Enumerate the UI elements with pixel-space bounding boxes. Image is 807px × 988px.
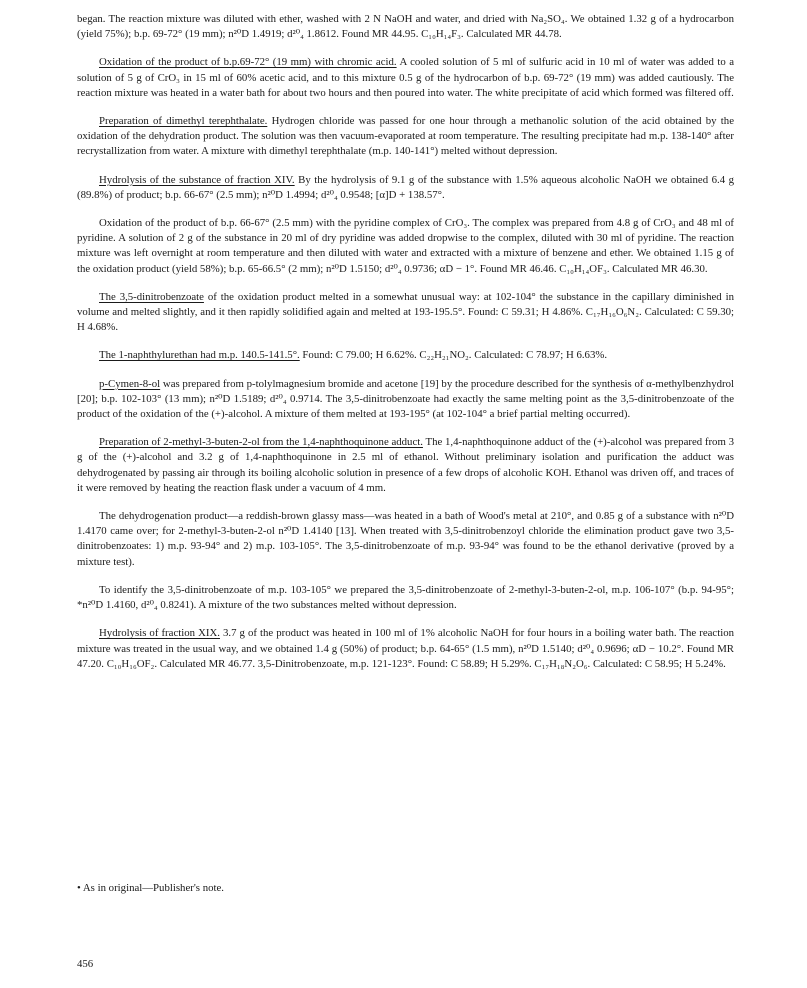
footnote: • As in original—Publisher's note. [77,882,224,894]
paragraph-heading: Oxidation of the product of b.p.69-72° (19 mm) with chromic acid. [99,56,397,69]
paragraph-12 [77,626,734,672]
paragraph-heading: The 1-naphthylurethan had m.p. 140.5-141.5°. [99,349,300,362]
paragraph-text: Found: C 79.00; H 6.62%. C₂₂H₂₁NO₂. Calculated: C 78.97; H 6.63%. [299,349,608,362]
paragraph-7 [77,348,734,363]
paragraph-heading: p-Cymen-8-ol [99,377,161,390]
paragraph-6 [77,290,734,336]
paragraph-text: The dehydrogenation product—a reddish-brown glassy mass—was heated in a bath of Wood's metal at 210°, and 0.85 g of a substance with n²⁰D 1.4170 came over; for 2-methyl-3-buten-2-ol n²⁰D 1.4140 [13]. When treated with 3,5-dinitrobenzoyl chloride the elimination product gave two 3,5-dinitrobenzoates: 1) m.p. 93-94° and 2) m.p. 103-105°. The 3,5-dinitrobenzoate of m.p. 93-94° was found to be the ethanol derivative (proved by a mixture test). [77,510,734,568]
paragraph-2 [77,55,734,101]
paragraph-text: began. The reaction mixture was diluted with ether, washed with 2 N NaOH and water, and dried with Na₂SO₄. We obtained 1.32 g of a hydrocarbon (yield 75%); b.p. 69-72° (19 mm); n²⁰D 1.4919; d²⁰₄ 1.8612. Found MR 44.95. C₁₀H₁₄F₃. Calculated MR 44.78. [77,13,734,41]
paragraph-text: 3.7 g of the product was heated in 100 ml of 1% alcoholic NaOH for four hours in a boiling water bath. The reaction mixture was treated in the usual way, and we obtained 1.4 g (50%) of product; b.p. 64-65° (1.5 mm), n²⁰D 1.5140; d²⁰₄ 0.9696; αD − 10.2°. Found MR 47.20. C₁₀H₁₆OF₂. Calculated MR 46.77. 3,5-Dinitrobenzoate, m.p. 121-123°. Found: C 58.89; H 5.29%. C₁₇H₁₈N₂O₆. Calculated: C 58.95; H 5.24%. [77,627,734,670]
paragraph-text: of the oxidation product melted in a somewhat unusual way: at 102-104° the substance in the capillary diminished in volume and melted slightly, and it then rapidly solidified again and melted at 193-195.5°. Found: C 59.31; H 4.86%. C₁₇H₁₆O₆N₂. Calculated: C 59.30; H 4.68%. [77,290,734,334]
paragraph-heading: The 3,5-dinitrobenzoate [99,290,204,303]
paragraph-text: The 1,4-naphthoquinone adduct of the (+)-alcohol was prepared from 3 g of the (+)-alcohol and 3.2 g of 1,4-naphthoquinone in 2.5 ml of ethanol. Without preliminary isolation and purification the adduct was dehydrogenated by passing air through its boiling alcoholic solution in presence of a few drops of alcoholic KOH. Ethanol was driven off, and traces of it were removed by heating the reaction flask under a vacuum of 4 mm. [77,436,734,494]
paragraph-4 [77,173,734,203]
paragraph-1 [77,12,734,42]
paragraph-text: A cooled solution of 5 ml of sulfuric acid in 10 ml of water was added to a solution of 5 g of CrO₃ in 15 ml of 60% acetic acid, and to this mixture 0.5 g of the hydrocarbon of b.p. 69-72° (19 mm) was added cautiously. The reaction mixture was heated in a water bath for about two hours and then poured into water. The white precipitate of acid which formed was filtered off. [77,56,734,99]
paragraph-heading: Preparation of 2-methyl-3-buten-2-ol from the 1,4-naphthoquinone adduct. [99,436,423,449]
paragraph-text: Hydrogen chloride was passed for one hour through a methanolic solution of the acid obtained by the oxidation of the dehydration product. The solution was then vacuum-evaporated at room temperature. The resulting precipitate had m.p. 138-140° after recrystallization from water. A mixture with dimethyl terephthalate (m.p. 140-141°) melted without depression. [77,115,734,158]
page-body [77,12,734,685]
paragraph-text: By the hydrolysis of 9.1 g of the substance with 1.5% aqueous alcoholic NaOH we obtained 6.4 g (89.8%) of product; b.p. 66-67° (2.5 mm); n²⁰D 1.4994; d²⁰₄ 0.9548; [α]D + 138.57°. [77,173,734,201]
paragraph-5 [77,216,734,277]
paragraph-8 [77,377,734,423]
paragraph-9 [77,435,734,496]
page-number: 456 [77,958,94,970]
paragraph-heading: Hydrolysis of the substance of fraction XIV. [99,173,295,186]
paragraph-11 [77,583,734,613]
paragraph-text: Oxidation of the product of b.p. 66-67° (2.5 mm) with the pyridine complex of CrO₃. The complex was prepared from 4.8 g of CrO₃ and 48 ml of pyridine. A solution of 2 g of the substance in 20 ml of dry pyridine was added dropwise to the complex, diluted with 30 ml of pyridine. The reaction mixture was left overnight at room temperature and then diluted with water and extracted with a mixture of benzene and ether. We obtained 1.15 g of the oxidation product (yield 58%); b.p. 65-66.5° (2 mm); n²⁰D 1.5150; d²⁰₄ 0.9736; αD − 1°. Found MR 46.46. C₁₀H₁₄OF₃. Calculated MR 46.30. [77,217,734,275]
paragraph-10 [77,509,734,570]
paragraph-heading: Preparation of dimethyl terephthalate. [99,115,268,128]
paragraph-text: To identify the 3,5-dinitrobenzoate of m.p. 103-105° we prepared the 3,5-dinitrobenzoate of 2-methyl-3-buten-2-ol, m.p. 106-107° (b.p. 94-95°; *n²⁰D 1.4160, d²⁰₄ 0.8241). A mixture of the two substances melted without depression. [77,583,734,612]
paragraph-3 [77,114,734,160]
paragraph-text: was prepared from p-tolylmagnesium bromide and acetone [19] by the procedure described for the synthesis of α-methylbenzhydrol [20]; b.p. 102-103° (13 mm); n²⁰D 1.5189; d²⁰₄ 0.9714. The 3,5-dinitrobenzoate had exactly the same melting point as the 3,5-dinitrobenzoate of the product of the oxidation of the (+)-alcohol. A mixture of them melted at 193-195° (at 102-104° a brief partial melting occurred). [77,377,734,421]
paragraph-heading: Hydrolysis of fraction XIX. [99,627,220,640]
